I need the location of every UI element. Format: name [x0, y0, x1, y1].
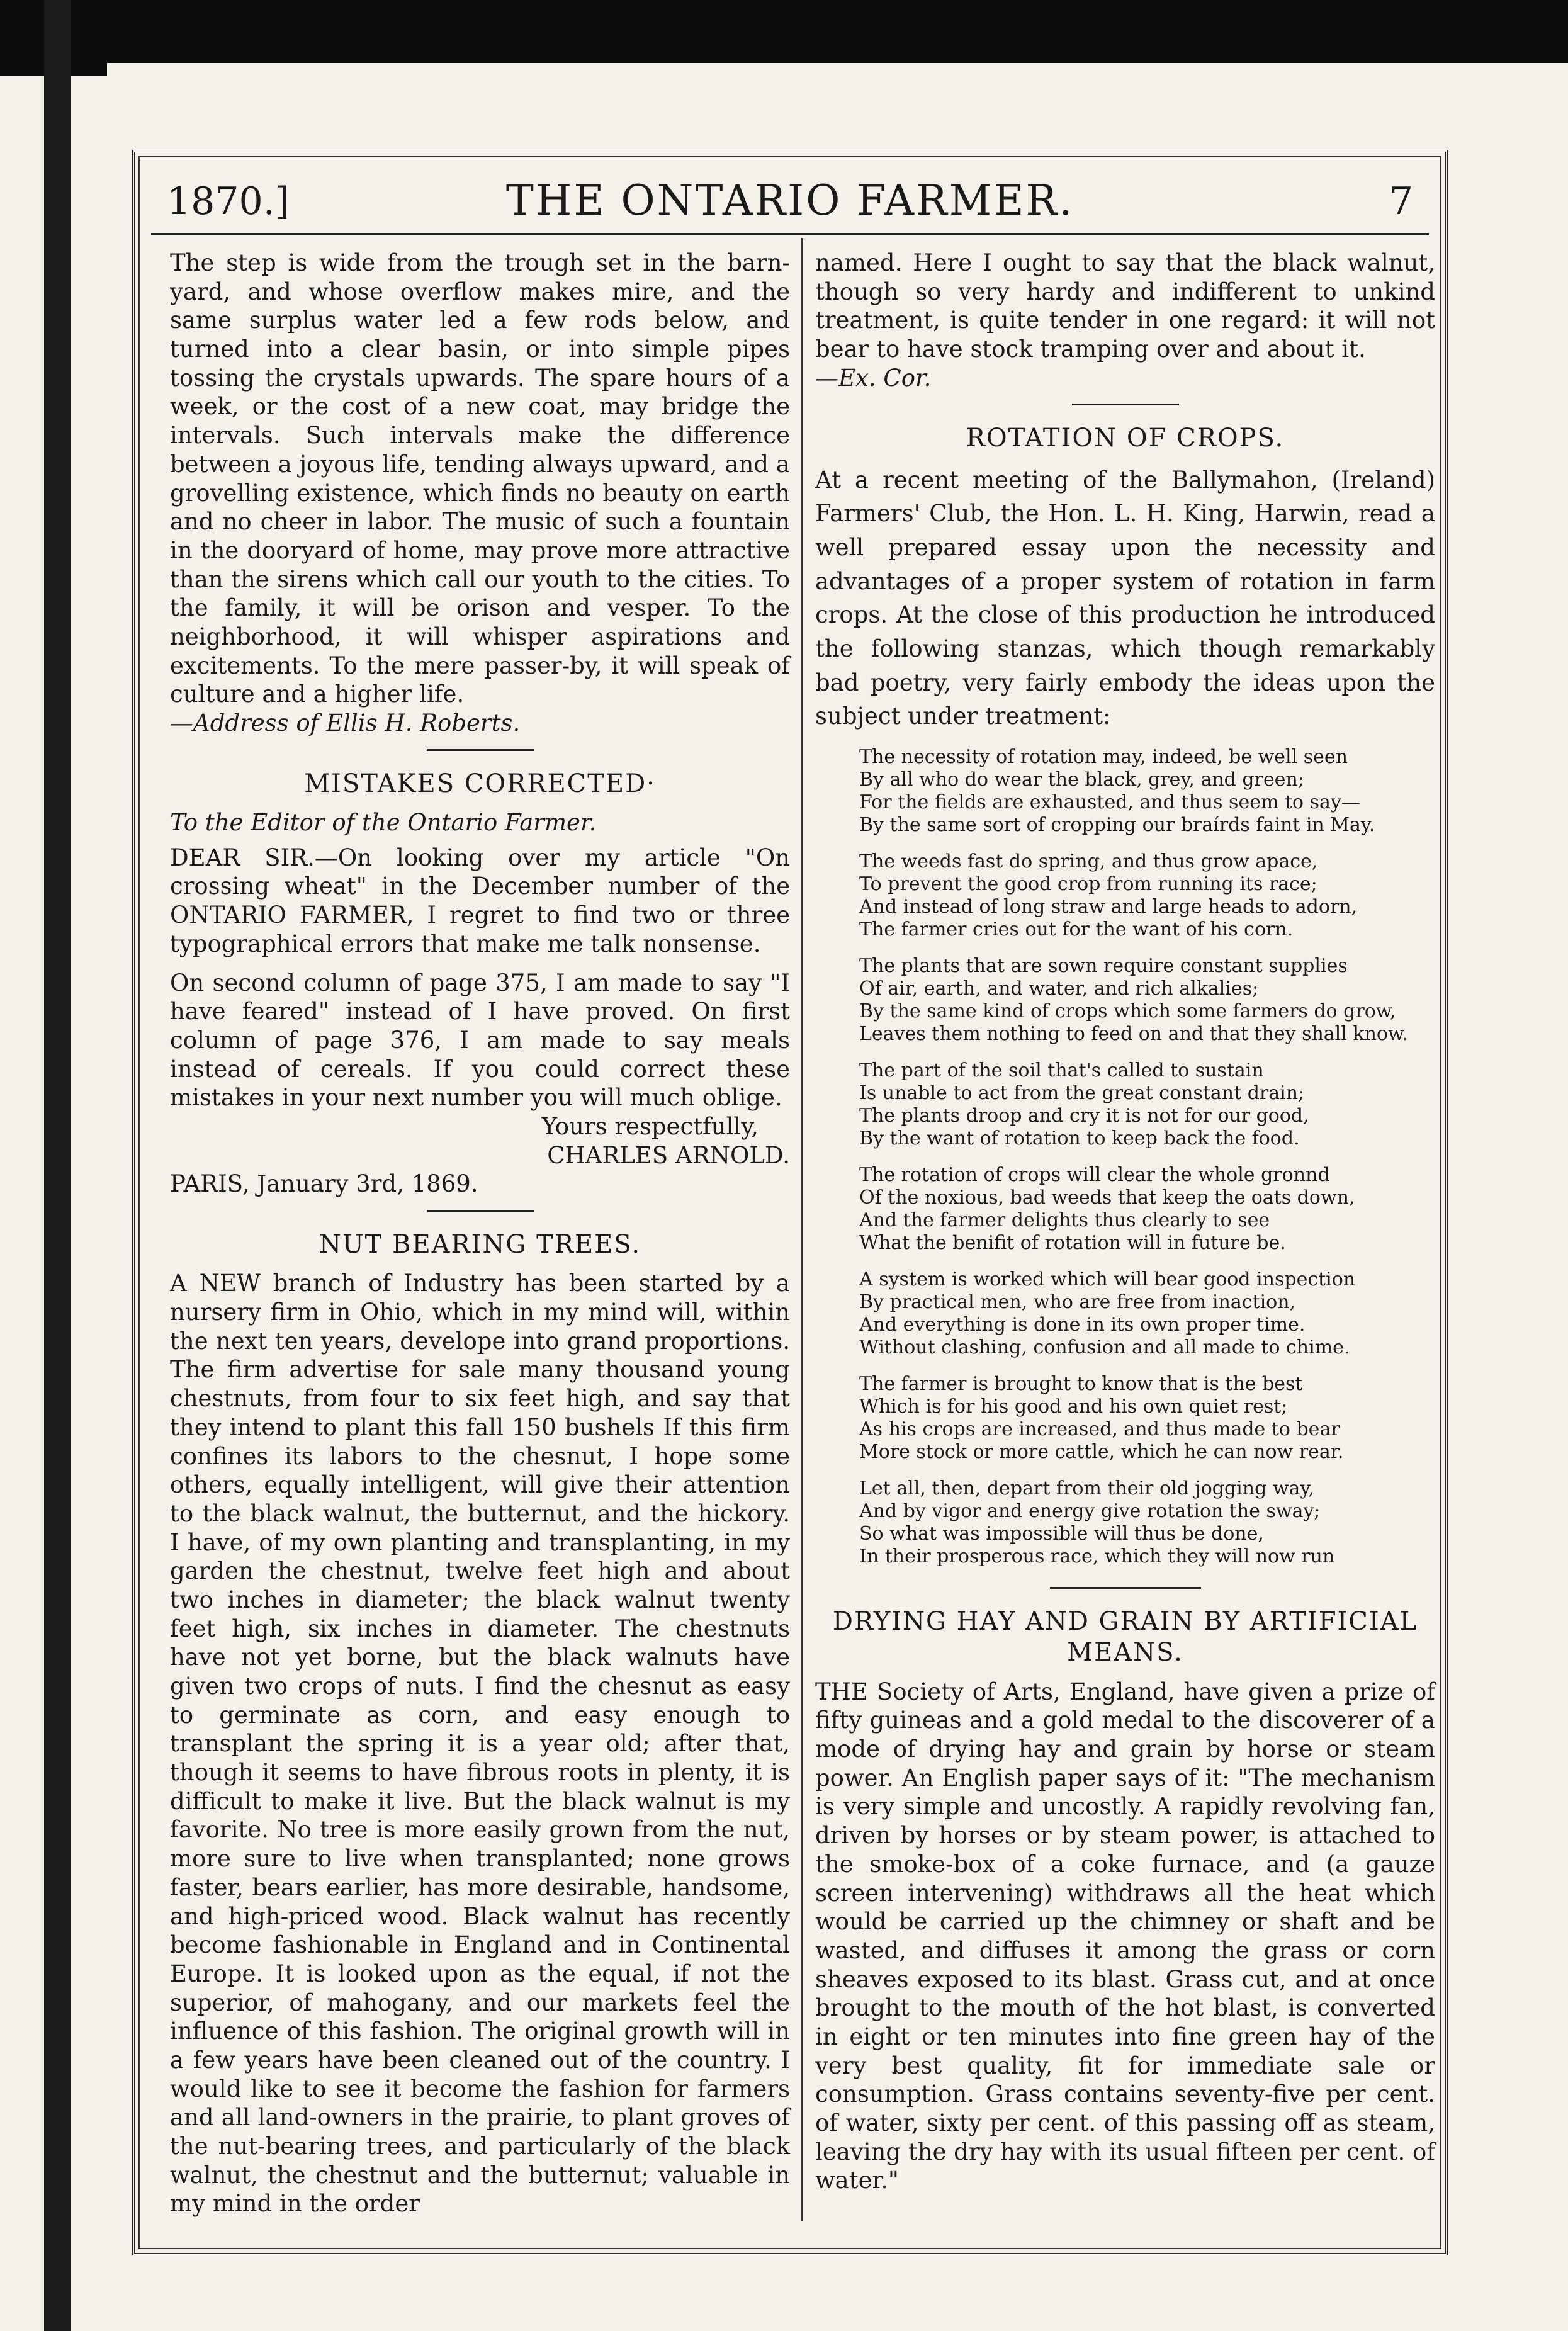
- nut-trees-heading: NUT BEARING TREES.: [319, 1230, 641, 1260]
- section-rule: [1050, 1587, 1201, 1589]
- mistakes-dateline: PARIS, January 3rd, 1869.: [170, 1170, 478, 1198]
- poem-line: By the want of rotation to keep back the food.: [859, 1127, 1300, 1149]
- drying-heading: DRYING HAY AND GRAIN BY ARTIFICIAL MEANS.: [832, 1606, 1418, 1668]
- poem-line: The farmer is brought to know that is the best: [859, 1372, 1303, 1395]
- poem-line: The weeds fast do spring, and thus grow apace,: [859, 850, 1318, 872]
- rotation-poem: [859, 746, 1435, 1568]
- poem-line: Without clashing, confusion and all made to chime.: [859, 1336, 1350, 1358]
- page-header: [157, 167, 1423, 233]
- poem-stanza: [859, 1477, 1435, 1568]
- poem-line: By practical men, who are free from inaction,: [859, 1290, 1296, 1313]
- masthead-title: THE ONTARIO FARMER.: [505, 176, 1074, 225]
- poem-line: Of the noxious, bad weeds that keep the oats down,: [859, 1186, 1355, 1209]
- nut-trees-paragraph: A NEW branch of Industry has been started by a nursery firm in Ohio, which in my mind will, within the next ten years, develope into grand proportions. The firm advertise for sale many thousand young chestnuts, from four to six feet high, and say that they intend to plant this fall 150 bushels If this firm confines its labors to the chesnut, I hope some others, equally intelligent, will give their attention to the black walnut, the butternut, and the hickory. I have, of my own planting and transplanting, in my garden the chestnut, twelve feet high and about two inches in diameter; the black walnut twenty feet high, six inches in diameter. The chestnuts have not yet borne, but the black walnuts have given two crops of nuts. I find the chesnut as easy to germinate as corn, and easy enough to transplant the spring it is a year old; after that, though it seems to have fibrous roots in plenty, it is difficult to make it live. But the black walnut is my favorite. No tree is more easily grown from the nut, more sure to live when transplanted; none grows faster, bears earlier, has more desirable, handsome, and high-priced wood. Black walnut has recently become fashionable in England and in Continental Europe. It is looked upon as the equal, if not the superior, of mahogany, and our markets feel the influence of this fashion. The original growth will in a few years have been cleaned out of the country. I would like to see it become the fashion for farmers and all land-owners in the prairie, to plant groves of the nut-bearing trees, and particularly of the black walnut, the chestnut and the butternut; valuable in my mind in the order: [170, 1270, 790, 2218]
- section-rule: [427, 1210, 534, 1212]
- mistakes-paragraph-2: On second column of page 375, I am made to say "I have feared" instead of I have proved. On first column of page 376, I am made to say meals instead of cereals. If you could correct these mistakes in your next number you will much oblige.: [170, 969, 790, 1112]
- poem-line: A system is worked which will bear good inspection: [859, 1268, 1356, 1290]
- mistakes-signature: CHARLES ARNOLD.: [547, 1141, 790, 1169]
- poem-line: Of air, earth, and water, and rich alkalies;: [859, 977, 1259, 1000]
- poem-line: What the benifit of rotation will in future be.: [859, 1231, 1286, 1254]
- poem-line: And by vigor and energy give rotation the sway;: [859, 1499, 1321, 1522]
- poem-stanza: [859, 746, 1435, 837]
- rotation-heading: ROTATION OF CROPS.: [966, 424, 1285, 453]
- poem-line: The rotation of crops will clear the whole gronnd: [859, 1163, 1330, 1186]
- section-rule: [1072, 404, 1179, 405]
- poem-stanza: [859, 1373, 1435, 1464]
- poem-line: By the same sort of cropping our braírds faint in May.: [859, 813, 1375, 836]
- header-rule: [151, 233, 1429, 235]
- drying-paragraph: THE Society of Arts, England, have given a prize of fifty guineas and a gold medal to the discoverer of a mode of drying hay and grain by horse or steam power. An English paper says of it: "The mechanism is very simple and uncostly. A rapidly revolving fan, driven by horses or by steam power, is attached to the smoke-box of a coke furnace, and (a gauze screen intervening) withdraws all the heat which would be carried up the chimney or shaft and be wasted, and diffuses it among the grass or corn sheaves exposed to its blast. Grass cut, and at once brought to the mouth of the hot blast, is converted in eight or ten minutes into fine green hay of the very best quality, fit for immediate sale or consumption. Grass contains seventy-five per cent. of water, sixty per cent. of this passing off as steam, leaving the dry hay with its usual fifteen per cent. of water.": [815, 1678, 1435, 2194]
- poem-line: As his crops are increased, and thus made to bear: [859, 1418, 1340, 1440]
- poem-line: The part of the soil that's called to sustain: [859, 1059, 1264, 1081]
- scan-binding-edge: [44, 0, 71, 2331]
- poem-line: By all who do wear the black, grey, and green;: [859, 768, 1304, 791]
- mistakes-closing: Yours respectfully,: [541, 1112, 759, 1140]
- poem-line: The plants droop and cry it is not for our good,: [859, 1104, 1309, 1127]
- walnut-continuation: named. Here I ought to say that the black walnut, though so very hardy and indifferent to unkind treatment, is quite tender in one regard: it will not bear to have stock tramping over and about it.: [815, 249, 1435, 363]
- poem-line: By the same kind of crops which some farmers do grow,: [859, 1000, 1396, 1022]
- column-divider: [801, 238, 803, 2221]
- poem-line: So what was impossible will thus be done,: [859, 1522, 1264, 1545]
- poem-stanza: [859, 1164, 1435, 1255]
- poem-line: In their prosperous race, which they will now run: [859, 1545, 1335, 1567]
- poem-line: The plants that are sown require constant supplies: [859, 954, 1348, 977]
- poem-line: More stock or more cattle, which he can now rear.: [859, 1440, 1344, 1463]
- poem-line: Let all, then, depart from their old jogging way,: [859, 1477, 1314, 1499]
- fountain-paragraph: The step is wide from the trough set in the barn-yard, and whose overflow makes mire, and the same surplus water led a few rods below, and turned into a clear basin, or into simple pipes tossing the crystals upwards. The spare hours of a week, or the cost of a new coat, may bridge the intervals. Such intervals make the difference between a joyous life, tending always upward, and a grovelling existence, which finds no beauty on earth and no cheer in labor. The music of such a fountain in the dooryard of home, may prove more attractive than the sirens which call our youth to the cities. To the family, it will be orison and vesper. To the neighborhood, it will whisper aspirations and excitements. To the mere passer-by, it will speak of culture and a higher life.: [170, 249, 790, 708]
- poem-stanza: [859, 1059, 1435, 1150]
- poem-line: And instead of long straw and large heads to adorn,: [859, 895, 1358, 918]
- mistakes-paragraph-1: DEAR SIR.—On looking over my article "On crossing wheat" in the December number of the ONTARIO FARMER, I regret to find two or three typographical errors that make me talk nonsense.: [170, 844, 790, 957]
- section-rule: [427, 749, 534, 751]
- rotation-paragraph: At a recent meeting of the Ballymahon, (Ireland) Farmers' Club, the Hon. L. H. King, Harwin, read a well prepared essay upon the necessity and advantages of a proper system of rotation in farm crops. At the close of this production he introduced the following stanzas, which though remarkably bad poetry, very fairly embody the ideas upon the subject under treatment:: [815, 466, 1435, 730]
- poem-stanza: [859, 1268, 1435, 1359]
- fountain-credit: —Address of Ellis H. Roberts.: [170, 709, 521, 737]
- scan-margin: [107, 63, 1568, 88]
- page-number: 7: [1389, 179, 1413, 223]
- poem-stanza: [859, 955, 1435, 1046]
- poem-line: And everything is done in its own proper time.: [859, 1313, 1306, 1336]
- poem-line: Is unable to act from the great constant drain;: [859, 1081, 1305, 1104]
- poem-line: And the farmer delights thus clearly to see: [859, 1209, 1270, 1231]
- walnut-credit: —Ex. Cor.: [815, 364, 932, 392]
- poem-line: The farmer cries out for the want of his corn.: [859, 918, 1294, 940]
- right-column: [815, 249, 1435, 2195]
- header-year: 1870.]: [167, 179, 290, 223]
- poem-line: Which is for his good and his own quiet rest;: [859, 1395, 1288, 1418]
- poem-line: Leaves them nothing to feed on and that they shall know.: [859, 1022, 1408, 1045]
- poem-line: The necessity of rotation may, indeed, be well seen: [859, 745, 1348, 768]
- poem-line: For the fields are exhausted, and thus seem to say—: [859, 791, 1360, 813]
- mistakes-heading: MISTAKES CORRECTED·: [304, 769, 656, 798]
- poem-line: To prevent the good crop from running its race;: [859, 872, 1317, 895]
- left-column: [170, 249, 790, 2218]
- poem-stanza: [859, 850, 1435, 941]
- mistakes-salutation: To the Editor of the Ontario Farmer.: [170, 809, 597, 837]
